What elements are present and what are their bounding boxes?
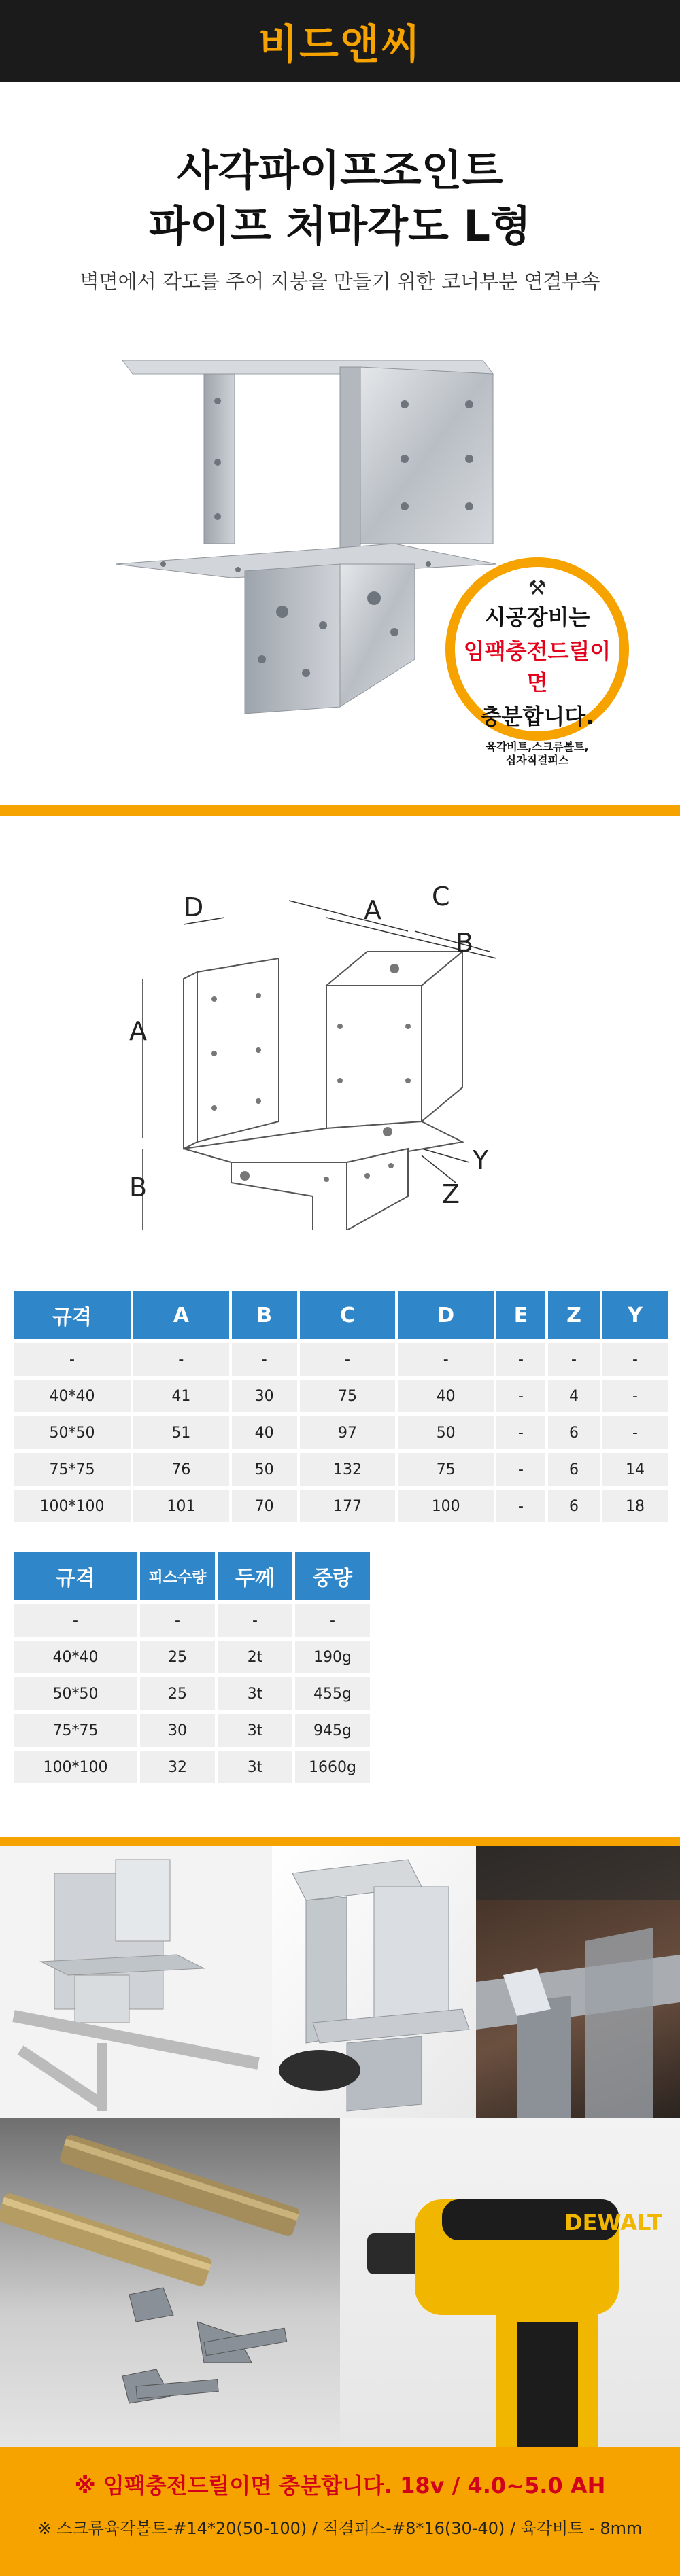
table-row: [14, 1751, 370, 1783]
table-cell: 50: [232, 1453, 297, 1486]
table-row: [14, 1343, 668, 1376]
table-cell: -: [295, 1604, 370, 1637]
table-cell: -: [496, 1490, 545, 1522]
table-cell: 6: [548, 1490, 600, 1522]
table-cell: -: [133, 1343, 229, 1376]
table-cell: 50*50: [14, 1416, 131, 1449]
table-cell: 30: [140, 1714, 215, 1747]
product-image: [102, 340, 510, 748]
table-cell: 3t: [218, 1751, 292, 1783]
page-subtitle: 벽면에서 각도를 주어 지붕을 만들기 위한 코너부분 연결부속: [80, 270, 600, 293]
badge-note-a: 육각비트,스크류볼트,: [486, 740, 589, 753]
table-cell: 14: [602, 1453, 668, 1486]
label-d: D: [184, 892, 204, 922]
table-header-row: [14, 1552, 370, 1600]
table-header: D: [398, 1291, 494, 1339]
table-cell: 1660g: [295, 1751, 370, 1783]
footer-note-2: ※ 스크류육각볼트-#14*20(50-100) / 직결피스-#8*16(30-40) / 육각비트 - 8mm: [37, 2519, 643, 2538]
table-cell: 97: [300, 1416, 396, 1449]
table-cell: 30: [232, 1380, 297, 1412]
badge-note-b: 십자직결피스: [505, 754, 569, 767]
table-row: [14, 1416, 668, 1449]
table-row: [14, 1490, 668, 1522]
photo-diagram-render: [0, 1846, 272, 2118]
table-cell: -: [14, 1604, 137, 1637]
label-c: C: [432, 882, 450, 911]
title-line-1: 사각파이프조인트: [177, 145, 503, 195]
badge-line-3: 충분합니다.: [480, 703, 594, 729]
table-header-row: [14, 1291, 668, 1339]
table-cell: 41: [133, 1380, 229, 1412]
table-cell: 70: [232, 1490, 297, 1522]
label-b: B: [129, 1172, 148, 1202]
table-cell: 100*100: [14, 1751, 137, 1783]
table-header: B: [232, 1291, 297, 1339]
table-header: C: [300, 1291, 396, 1339]
footer-banner: [0, 2447, 680, 2576]
table-cell: 32: [140, 1751, 215, 1783]
table-cell: 100*100: [14, 1490, 131, 1522]
table-cell: -: [496, 1343, 545, 1376]
table-cell: 100: [398, 1490, 494, 1522]
drill-icon: ⚒: [528, 576, 547, 600]
table-cell: -: [232, 1343, 297, 1376]
label-b-top: B: [456, 928, 474, 958]
table-cell: 101: [133, 1490, 229, 1522]
badge-line-4: [455, 740, 619, 767]
table-cell: 6: [548, 1453, 600, 1486]
table-cell: 75*75: [14, 1453, 131, 1486]
table-cell: 76: [133, 1453, 229, 1486]
table-cell: 132: [300, 1453, 396, 1486]
table-cell: 190g: [295, 1641, 370, 1673]
table-cell: -: [14, 1343, 131, 1376]
badge-line-2: 임팩충전드릴이면: [463, 638, 611, 695]
photo-product-closeup: [272, 1846, 476, 2118]
table-cell: -: [496, 1416, 545, 1449]
table-cell: 3t: [218, 1677, 292, 1710]
table-cell: -: [218, 1604, 292, 1637]
table-header: 피스수량: [140, 1552, 215, 1600]
footer-note-1: ※ 임팩충전드릴이면 충분합니다. 18v / 4.0~5.0 AH: [74, 2473, 606, 2499]
table-cell: -: [300, 1343, 396, 1376]
title-line-2: 파이프 처마각도 L형: [149, 201, 531, 251]
table-cell: -: [496, 1380, 545, 1412]
table-cell: -: [602, 1380, 668, 1412]
table-row: [14, 1641, 370, 1673]
table-header: Y: [602, 1291, 668, 1339]
table-cell: 40: [232, 1416, 297, 1449]
table-cell: 945g: [295, 1714, 370, 1747]
table-header: 두께: [218, 1552, 292, 1600]
page-title: [0, 143, 680, 254]
table-cell: 18: [602, 1490, 668, 1522]
section-divider-2: [0, 1837, 680, 1846]
photo-screws-bits: [0, 2118, 340, 2447]
table-header: 규격: [14, 1291, 131, 1339]
table-cell: 40*40: [14, 1380, 131, 1412]
table-cell: 4: [548, 1380, 600, 1412]
table-cell: -: [496, 1453, 545, 1486]
table-cell: 75: [398, 1453, 494, 1486]
table-cell: -: [398, 1343, 494, 1376]
section-divider: [0, 805, 680, 816]
table-cell: 50: [398, 1416, 494, 1449]
table-row: [14, 1677, 370, 1710]
table-cell: -: [140, 1604, 215, 1637]
table-cell: -: [548, 1343, 600, 1376]
label-z: Z: [442, 1179, 460, 1209]
table-cell: -: [602, 1343, 668, 1376]
table-header: E: [496, 1291, 545, 1339]
table-cell: 40*40: [14, 1641, 137, 1673]
photo-impact-drill: [340, 2118, 680, 2447]
table-cell: 40: [398, 1380, 494, 1412]
photo-installed: [476, 1846, 680, 2118]
label-a: A: [129, 1016, 147, 1046]
table-cell: 177: [300, 1490, 396, 1522]
badge-line-1: 시공장비는: [484, 604, 590, 630]
table-cell: 455g: [295, 1677, 370, 1710]
table-row: [14, 1714, 370, 1747]
spec-table-weight: [11, 1548, 373, 1788]
table-cell: 25: [140, 1641, 215, 1673]
table-cell: 75: [300, 1380, 396, 1412]
table-header: 중량: [295, 1552, 370, 1600]
tool-badge: [445, 557, 629, 767]
table-row: [14, 1453, 668, 1486]
table-header: 규격: [14, 1552, 137, 1600]
table-cell: 2t: [218, 1641, 292, 1673]
table-cell: 75*75: [14, 1714, 137, 1747]
table-cell: 3t: [218, 1714, 292, 1747]
label-a-top: A: [364, 895, 381, 925]
label-y: Y: [473, 1145, 489, 1175]
brand-logo: 비드앤씨: [258, 21, 422, 69]
dimension-diagram: [122, 877, 571, 1230]
table-cell: 51: [133, 1416, 229, 1449]
table-header: Z: [548, 1291, 600, 1339]
table-cell: 50*50: [14, 1677, 137, 1710]
drill-brand-text: DEWALT: [564, 2210, 662, 2235]
table-cell: 25: [140, 1677, 215, 1710]
table-row: [14, 1380, 668, 1412]
spec-table-dimensions: [11, 1287, 670, 1527]
table-header: A: [133, 1291, 229, 1339]
table-cell: -: [602, 1416, 668, 1449]
table-cell: 6: [548, 1416, 600, 1449]
table-row: [14, 1604, 370, 1637]
